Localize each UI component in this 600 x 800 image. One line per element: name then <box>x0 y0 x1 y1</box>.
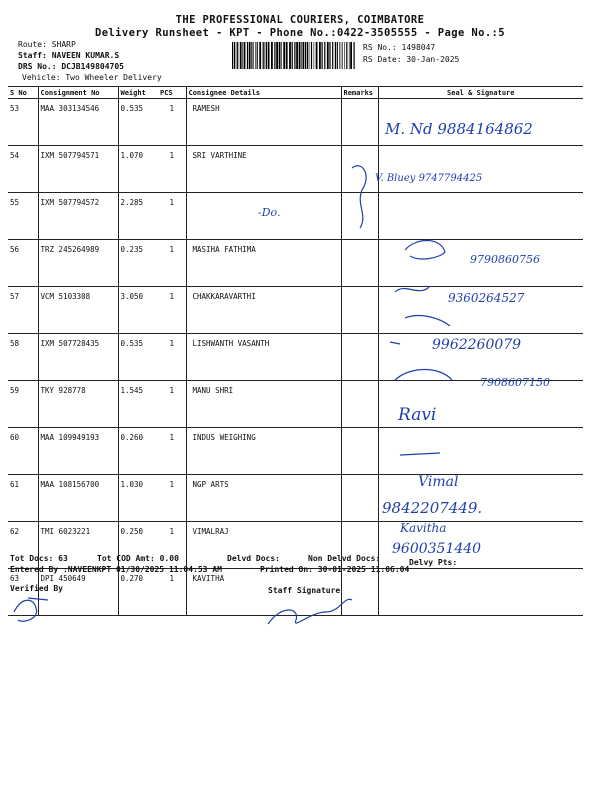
barcode-bar <box>339 42 340 69</box>
cell-consignee: MASIHA FATHIMA <box>186 240 341 287</box>
cell-consignee: INDUS WEIGHING <box>186 428 341 475</box>
signature-row-63-phone: 9600351440 <box>392 541 482 557</box>
route-label: Route: SHARP <box>18 40 76 49</box>
barcode-bar <box>283 42 285 69</box>
runsheet-subtitle: Delivery Runsheet - KPT - Phone No.:0422-3505555 - Page No.:5 <box>94 27 505 39</box>
cell-consignee: RAMESH <box>186 99 341 146</box>
barcode-bar <box>319 42 321 69</box>
cell-consignee: VIMALRAJ <box>186 522 341 569</box>
cell-consignee: LISHWANTH VASANTH <box>186 334 341 381</box>
barcode-bar <box>332 42 333 69</box>
table-row <box>8 381 583 428</box>
rs-date: RS Date: 30-Jan-2025 <box>363 55 460 64</box>
signature-row-56: 9790860756 <box>470 253 540 266</box>
signature-row-59: 7908607150 <box>480 376 550 389</box>
signature-row-58: 9962260079 <box>432 337 522 353</box>
barcode-bar <box>344 42 345 69</box>
barcode-bar <box>337 42 338 69</box>
non-delivered-docs: Non Delvd Docs: <box>308 554 381 563</box>
cell-pcs: 1 <box>158 428 186 475</box>
barcode-bar <box>311 42 312 69</box>
cell-consignee: CHAKKARAVARTHI <box>186 287 341 334</box>
cell-pcs: 1 <box>158 475 186 522</box>
cell-consignment: VCM 5103308 <box>38 287 118 334</box>
drs-label: DRS No.: DCJB149804705 <box>18 62 124 71</box>
cell-consignment: IXM 507794571 <box>38 146 118 193</box>
barcode-bar <box>289 42 291 69</box>
barcode-bar <box>265 42 266 69</box>
cell-signature <box>378 428 583 475</box>
barcode-bar <box>240 42 242 69</box>
cell-consignment: TMI 6023221 <box>38 522 118 569</box>
cell-remarks <box>341 240 378 287</box>
col-consignee: Consignee Details <box>186 87 341 99</box>
cell-weight: 1.070 <box>118 146 158 193</box>
cell-consignment: TRZ 245264989 <box>38 240 118 287</box>
barcode-bar <box>354 42 355 69</box>
barcode-bar <box>234 42 235 69</box>
cell-weight: 0.535 <box>118 99 158 146</box>
barcode-bar <box>232 42 233 69</box>
cell-remarks <box>341 381 378 428</box>
company-title: THE PROFESSIONAL COURIERS, COIMBATORE <box>175 14 425 26</box>
barcode-bar <box>303 42 305 69</box>
cell-sno: 61 <box>8 475 38 522</box>
cell-signature <box>378 334 583 381</box>
tot-cod-amt: Tot COD Amt: 0.00 <box>97 554 179 563</box>
barcode-bar <box>342 42 343 69</box>
signature-row-62-name: Vimal <box>418 474 459 490</box>
barcode-bar <box>301 42 302 69</box>
barcode <box>231 42 357 69</box>
cell-consignee: KAVITHA <box>186 569 341 616</box>
cell-remarks <box>341 334 378 381</box>
barcode-bar <box>322 42 323 69</box>
cell-weight: 0.270 <box>118 569 158 616</box>
cell-sno: 60 <box>8 428 38 475</box>
cell-consignment: IXM 507728435 <box>38 334 118 381</box>
staff-signature-label: Staff Signature <box>268 586 341 595</box>
cell-sno: 57 <box>8 287 38 334</box>
cell-remarks <box>341 99 378 146</box>
signature-row-57: 9360264527 <box>448 291 525 305</box>
cell-pcs: 1 <box>158 522 186 569</box>
barcode-bar <box>341 42 342 69</box>
barcode-bar <box>259 42 261 69</box>
barcode-bar <box>274 42 275 69</box>
cell-weight: 3.050 <box>118 287 158 334</box>
printed-on: Printed On: 30-01-2025 11:06:04 <box>260 565 410 574</box>
barcode-bar <box>350 42 352 69</box>
barcode-bar <box>307 42 308 69</box>
barcode-bar <box>316 42 318 69</box>
col-signature: Seal & Signature <box>378 87 583 99</box>
delivered-docs: Delvd Docs: <box>227 554 280 563</box>
barcode-bar <box>292 42 293 69</box>
cell-remarks <box>341 146 378 193</box>
signature-row-63-name: Kavitha <box>400 521 447 535</box>
barcode-bar <box>257 42 258 69</box>
cell-sno: 53 <box>8 99 38 146</box>
cell-sno: 58 <box>8 334 38 381</box>
table-header-row <box>8 87 583 99</box>
barcode-bar <box>314 42 315 69</box>
table-row <box>8 193 583 240</box>
barcode-bar <box>276 42 278 69</box>
cell-pcs: 1 <box>158 146 186 193</box>
barcode-bar <box>286 42 288 69</box>
col-sno: S No <box>8 87 38 99</box>
cell-signature <box>378 99 583 146</box>
cell-pcs: 1 <box>158 287 186 334</box>
cell-pcs: 1 <box>158 334 186 381</box>
cell-consignment: MAA 108156700 <box>38 475 118 522</box>
signature-row-53: M. Nd 9884164862 <box>385 120 533 138</box>
cell-pcs: 1 <box>158 193 186 240</box>
cell-consignee: SRI VARTHINE <box>186 146 341 193</box>
table-row <box>8 287 583 334</box>
cell-remarks <box>341 428 378 475</box>
col-weight: Weight <box>118 87 158 99</box>
barcode-bar <box>266 42 267 69</box>
cell-sno: 55 <box>8 193 38 240</box>
barcode-bar <box>247 42 248 69</box>
cell-weight: 0.235 <box>118 240 158 287</box>
table-row <box>8 522 583 569</box>
barcode-bar <box>242 42 243 69</box>
cell-signature <box>378 287 583 334</box>
barcode-bar <box>294 42 295 69</box>
barcode-bar <box>305 42 306 69</box>
cell-signature <box>378 193 583 240</box>
verified-by-label: Verified By <box>10 584 63 593</box>
cell-remarks <box>341 475 378 522</box>
barcode-bar <box>237 42 238 69</box>
cell-weight: 1.030 <box>118 475 158 522</box>
cell-signature <box>378 146 583 193</box>
barcode-bar <box>255 42 256 69</box>
rs-number: RS No.: 1498047 <box>363 43 436 52</box>
cell-consignment: DPI 450649 <box>38 569 118 616</box>
cell-pcs: 1 <box>158 569 186 616</box>
signature-row-60: Ravi <box>398 405 437 425</box>
cell-consignment: TKY 928778 <box>38 381 118 428</box>
cell-remarks <box>341 569 378 616</box>
table-row <box>8 428 583 475</box>
cell-remarks <box>341 287 378 334</box>
cell-consignee: NGP ARTS <box>186 475 341 522</box>
runsheet-table <box>8 86 583 616</box>
entered-by: Entered By :NAVEENKPT 01/30/2025 11:04:53 AM <box>10 565 222 574</box>
cell-sno: 54 <box>8 146 38 193</box>
cell-weight: 1.545 <box>118 381 158 428</box>
cell-pcs: 1 <box>158 99 186 146</box>
cell-signature <box>378 381 583 428</box>
barcode-bar <box>327 42 329 69</box>
cell-remarks <box>341 193 378 240</box>
cell-signature <box>378 475 583 522</box>
col-pcs: PCS <box>158 87 186 99</box>
barcode-bar <box>279 42 281 69</box>
cell-weight: 0.260 <box>118 428 158 475</box>
cell-consignment: MAA 303134546 <box>38 99 118 146</box>
cell-consignment: IXM 507794572 <box>38 193 118 240</box>
barcode-bar <box>346 42 347 69</box>
cell-pcs: 1 <box>158 240 186 287</box>
barcode-bar <box>249 42 251 69</box>
table-row <box>8 334 583 381</box>
staff-label: Staff: NAVEEN KUMAR.S <box>18 51 120 60</box>
signature-row-62-phone: 9842207449. <box>382 499 483 517</box>
cell-weight: 0.250 <box>118 522 158 569</box>
table-row <box>8 99 583 146</box>
barcode-bar <box>324 42 325 69</box>
barcode-bar <box>253 42 254 69</box>
table-row <box>8 240 583 287</box>
cell-signature <box>378 240 583 287</box>
barcode-bar <box>268 42 270 69</box>
barcode-bar <box>296 42 298 69</box>
col-remarks: Remarks <box>341 87 378 99</box>
barcode-bar <box>309 42 310 69</box>
cell-sno: 63 <box>8 569 38 616</box>
cell-sno: 56 <box>8 240 38 287</box>
table-row <box>8 146 583 193</box>
barcode-bar <box>271 42 273 69</box>
barcode-bar <box>244 42 246 69</box>
vehicle-label: Vehicle: Two Wheeler Delivery <box>22 73 162 82</box>
barcode-bar <box>349 42 350 69</box>
barcode-bar <box>263 42 264 69</box>
cell-weight: 2.285 <box>118 193 158 240</box>
cell-sno: 59 <box>8 381 38 428</box>
barcode-bar <box>329 42 330 69</box>
cell-pcs: 1 <box>158 381 186 428</box>
barcode-bar <box>335 42 336 69</box>
cell-weight: 0.535 <box>118 334 158 381</box>
barcode-bar <box>281 42 282 69</box>
cell-sno: 62 <box>8 522 38 569</box>
barcode-bar <box>299 42 301 69</box>
cell-consignee <box>186 193 341 240</box>
signature-row-54: V. Bluey 9747794425 <box>375 173 483 184</box>
cell-consignee: MANU SHRI <box>186 381 341 428</box>
barcode-bar <box>251 42 252 69</box>
cell-consignment: MAA 109949193 <box>38 428 118 475</box>
delivery-points: Delvy Pts: <box>409 558 458 567</box>
col-consignment: Consignment No <box>38 87 118 99</box>
tot-docs: Tot Docs: 63 <box>10 554 68 563</box>
barcode-bar <box>236 42 237 69</box>
cell-signature <box>378 569 583 616</box>
table-row <box>8 475 583 522</box>
ditto-row-55: -Do. <box>258 206 281 219</box>
